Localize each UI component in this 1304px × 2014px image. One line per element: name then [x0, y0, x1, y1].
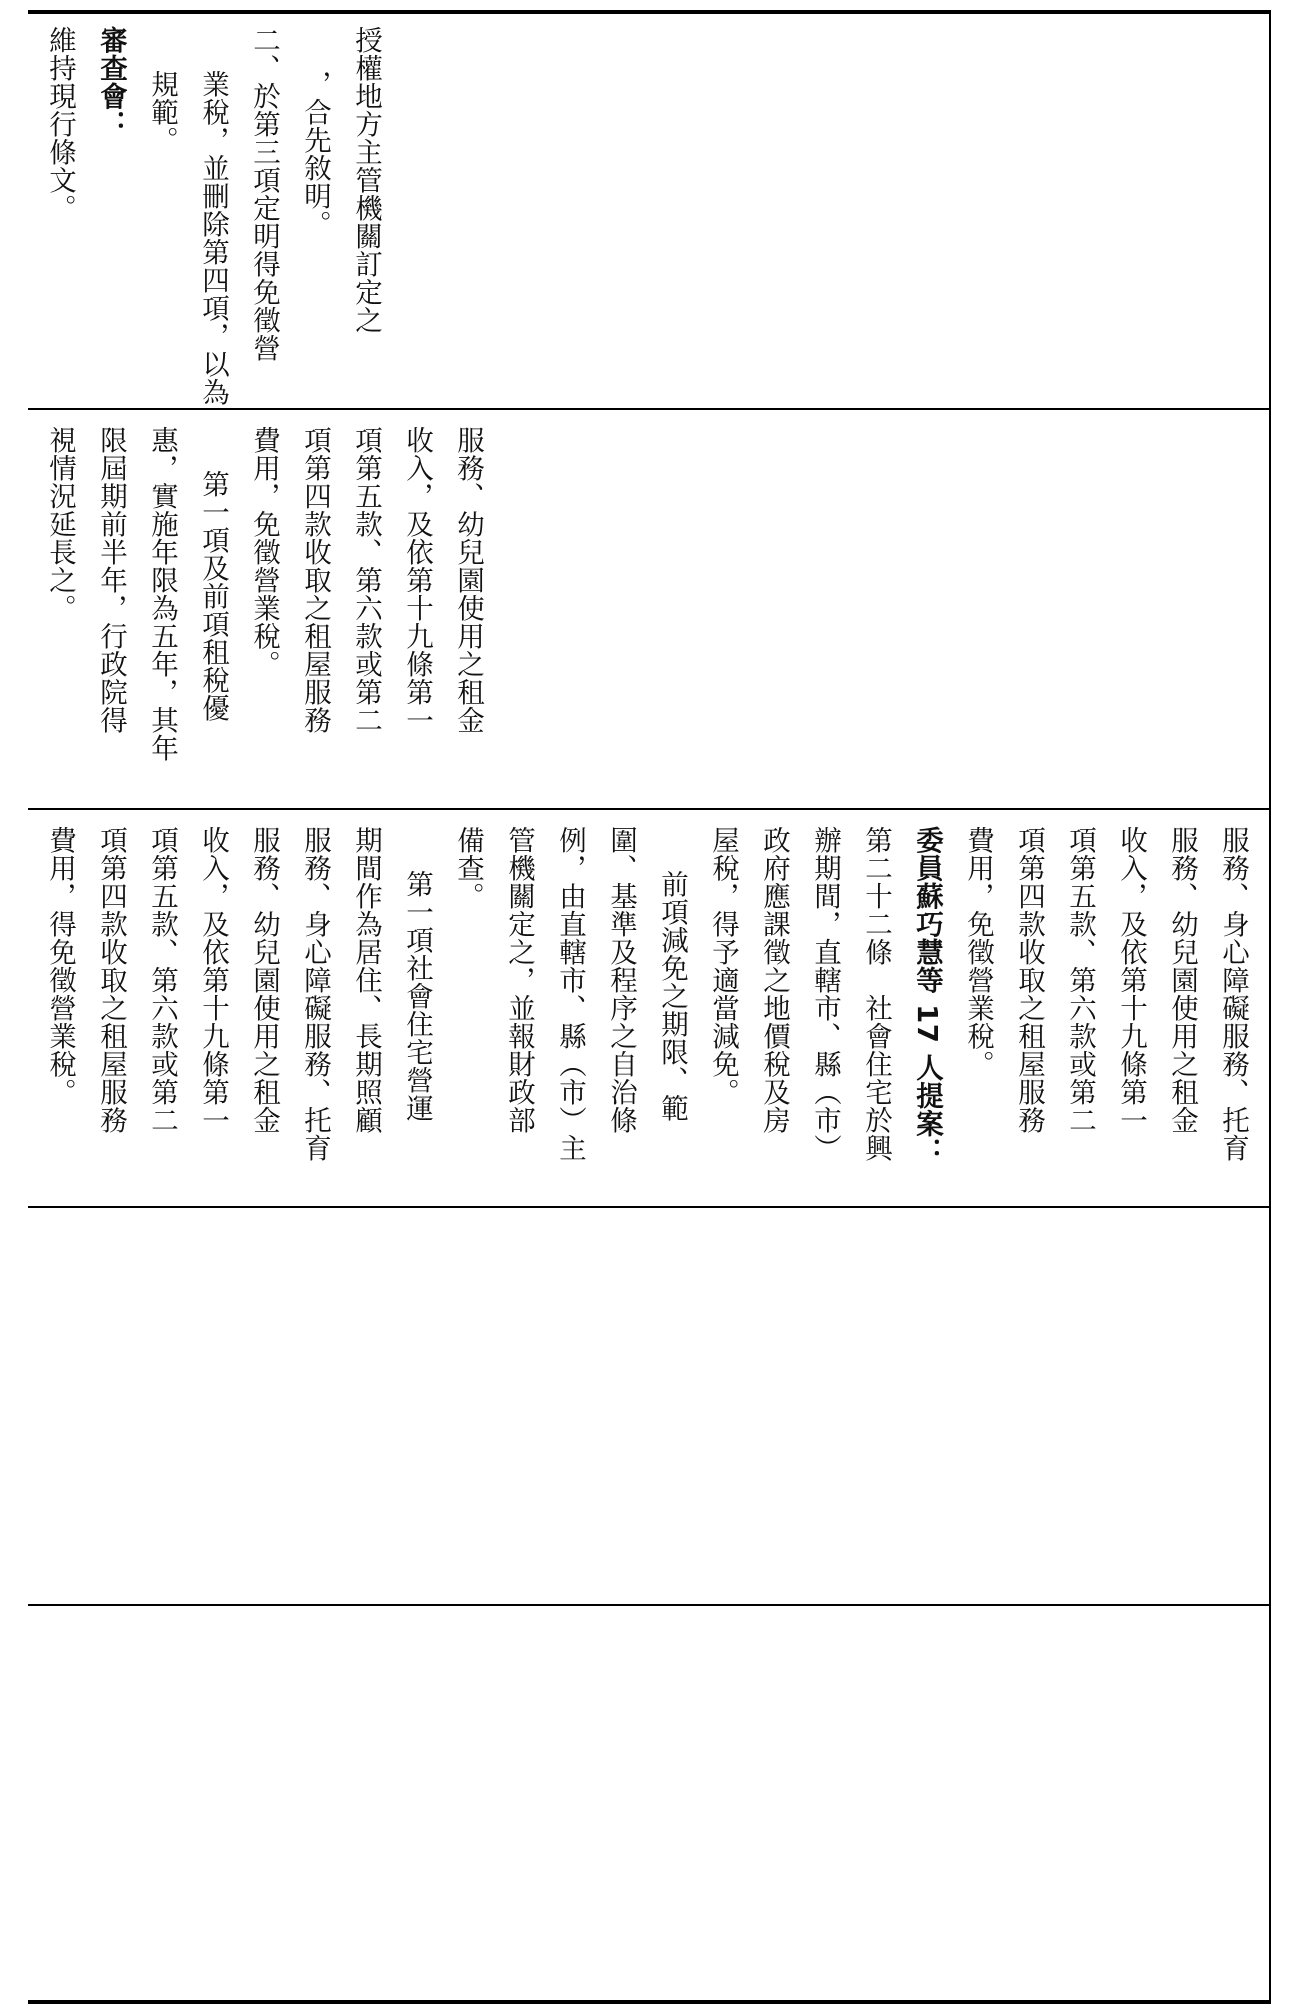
text-line: 項第四款收取之租屋服務	[1013, 826, 1045, 1134]
text-line: 第一項社會住宅營運	[401, 870, 433, 1122]
text-line: 第一項及前項租稅優	[197, 470, 229, 722]
text-line: 例，由直轄市、縣（市）主	[554, 826, 586, 1162]
text-line: 管機關定之，並報財政部	[503, 826, 535, 1134]
row-1-text	[34, 26, 391, 406]
row-divider	[28, 408, 1271, 410]
row-divider	[28, 1206, 1271, 1208]
row-2-text	[34, 426, 493, 806]
text-line: 政府應課徵之地價稅及房	[758, 826, 790, 1134]
table-row-1	[34, 26, 1262, 406]
proposal-heading: 委員蘇巧慧等 17 人提案：	[911, 826, 943, 1166]
text-line: 服務、身心障礙服務、托育	[1217, 826, 1249, 1162]
text-line: 服務、幼兒園使用之租金	[1166, 826, 1198, 1134]
row-divider	[28, 1604, 1271, 1606]
text-line: 前項減免之期限、範	[656, 870, 688, 1122]
text-line: 視情況延長之。	[44, 426, 76, 622]
table-row-3	[34, 826, 1262, 1206]
table-right-border	[1269, 12, 1271, 2002]
text-line: 項第五款、第六款或第二	[146, 826, 178, 1134]
text-line: 服務、幼兒園使用之租金	[452, 426, 484, 734]
table-row-5	[34, 1622, 1262, 1998]
section-heading: 審查會：	[95, 26, 127, 138]
row-divider	[28, 808, 1271, 810]
text-line: 項第五款、第六款或第二	[1064, 826, 1096, 1134]
text-line: 服務、幼兒園使用之租金	[248, 826, 280, 1134]
text-line: 收入，及依第十九條第一	[197, 826, 229, 1134]
text-line: 維持現行條文。	[44, 26, 76, 222]
table-row-2	[34, 426, 1262, 806]
text-line: ，合先敘明。	[299, 70, 331, 238]
text-line: 限屆期前半年，行政院得	[95, 426, 127, 734]
text-line: 圍、基準及程序之自治條	[605, 826, 637, 1134]
text-line: 費用，免徵營業稅。	[962, 826, 994, 1078]
text-line: 項第四款收取之租屋服務	[299, 426, 331, 734]
text-line: 授權地方主管機關訂定之	[350, 26, 382, 334]
table-row-4	[34, 1224, 1262, 1602]
text-line: 收入，及依第十九條第一	[401, 426, 433, 734]
text-line: 費用，得免徵營業稅。	[44, 826, 76, 1106]
text-line: 期間作為居住、長期照顧	[350, 826, 382, 1134]
text-line: 屋稅，得予適當減免。	[707, 826, 739, 1106]
text-line: 備查。	[452, 826, 484, 910]
table-top-border	[28, 10, 1271, 14]
text-line: 費用，免徵營業稅。	[248, 426, 280, 678]
row-3-text	[34, 826, 1258, 1206]
text-line: 項第四款收取之租屋服務	[95, 826, 127, 1134]
text-line: 第二十二條 社會住宅於興	[860, 826, 892, 1162]
table-bottom-border	[28, 2000, 1271, 2004]
text-line: 服務、身心障礙服務、托育	[299, 826, 331, 1162]
text-line: 收入，及依第十九條第一	[1115, 826, 1147, 1134]
text-line: 惠，實施年限為五年，其年	[146, 426, 178, 762]
text-line: 辦期間，直轄市、縣（市）	[809, 826, 841, 1162]
text-line: 規範。	[146, 70, 178, 154]
text-line: 二、於第三項定明得免徵營	[248, 26, 280, 362]
text-line: 項第五款、第六款或第二	[350, 426, 382, 734]
text-line: 業稅，並刪除第四項，以為	[197, 70, 229, 406]
